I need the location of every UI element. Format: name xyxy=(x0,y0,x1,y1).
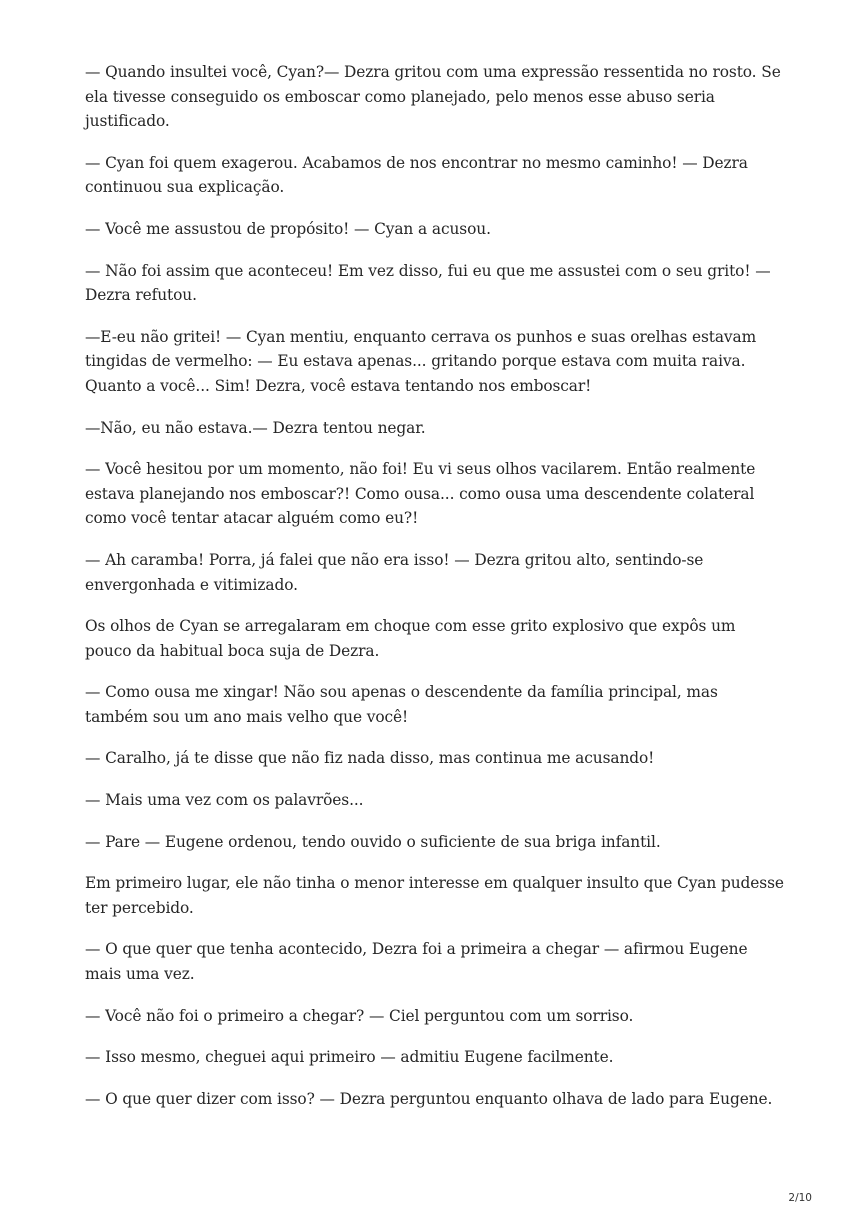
paragraph-18: — O que quer dizer com isso? — Dezra perguntou enquanto olhava de lado para Eugene. xyxy=(85,1089,773,1108)
paragraph-1: — Quando insultei você, Cyan?— Dezra gritou com uma expressão ressentida no rosto. Se ela tivesse conseguido os emboscar como planejado, pelo menos esse abuso seria justificado. xyxy=(85,63,781,131)
paragraph-10: — Como ousa me xingar! Não sou apenas o descendente da família principal, mas também sou um ano mais velho que você! xyxy=(85,683,718,726)
paragraph-4: — Não foi assim que aconteceu! Em vez disso, fui eu que me assustei com o seu grito! — Dezra refutou. xyxy=(85,261,771,305)
paragraph-7: — Você hesitou por um momento, não foi! Eu vi seus olhos vacilarem. Então realmente estava planejando nos emboscar?! Como ousa... como ousa uma descendente colateral como você tentar atacar alguém como eu?! xyxy=(85,460,756,528)
paragraph-2: — Cyan foi quem exagerou. Acabamos de nos encontrar no mesmo caminho! — Dezra continuou sua explicação. xyxy=(85,153,748,197)
paragraph-15: — O que quer que tenha acontecido, Dezra foi a primeira a chegar — afirmou Eugene mais uma vez. xyxy=(85,940,748,984)
paragraph-13: — Pare — Eugene ordenou, tendo ouvido o suficiente de sua briga infantil. xyxy=(85,832,661,851)
paragraph-14: Em primeiro lugar, ele não tinha o menor interesse em qualquer insulto que Cyan pudesse ter percebido. xyxy=(85,874,784,917)
document-body xyxy=(85,60,785,1128)
paragraph-12: — Mais uma vez com os palavrões... xyxy=(85,791,364,810)
paragraph-11: — Caralho, já te disse que não fiz nada disso, mas continua me acusando! xyxy=(85,749,655,768)
page-number: 2/10 xyxy=(788,1192,812,1204)
paragraph-8: — Ah caramba! Porra, já falei que não era isso! — Dezra gritou alto, sentindo-se envergonhada e vitimizado. xyxy=(85,550,704,594)
paragraph-5: —E-eu não gritei! — Cyan mentiu, enquanto cerrava os punhos e suas orelhas estavam tingidas de vermelho: — Eu estava apenas... gritando porque estava com muita raiva. Quanto a você... Sim! Dezra, você estava tentando nos emboscar! xyxy=(85,327,757,395)
paragraph-3: — Você me assustou de propósito! — Cyan a acusou. xyxy=(85,219,491,238)
paragraph-16: — Você não foi o primeiro a chegar? — Ciel perguntou com um sorriso. xyxy=(85,1006,634,1025)
paragraph-6: —Não, eu não estava.— Dezra tentou negar. xyxy=(85,418,426,437)
paragraph-17: — Isso mesmo, cheguei aqui primeiro — admitiu Eugene facilmente. xyxy=(85,1048,614,1067)
paragraph-9: Os olhos de Cyan se arregalaram em choque com esse grito explosivo que expôs um pouco da habitual boca suja de Dezra. xyxy=(85,617,736,660)
